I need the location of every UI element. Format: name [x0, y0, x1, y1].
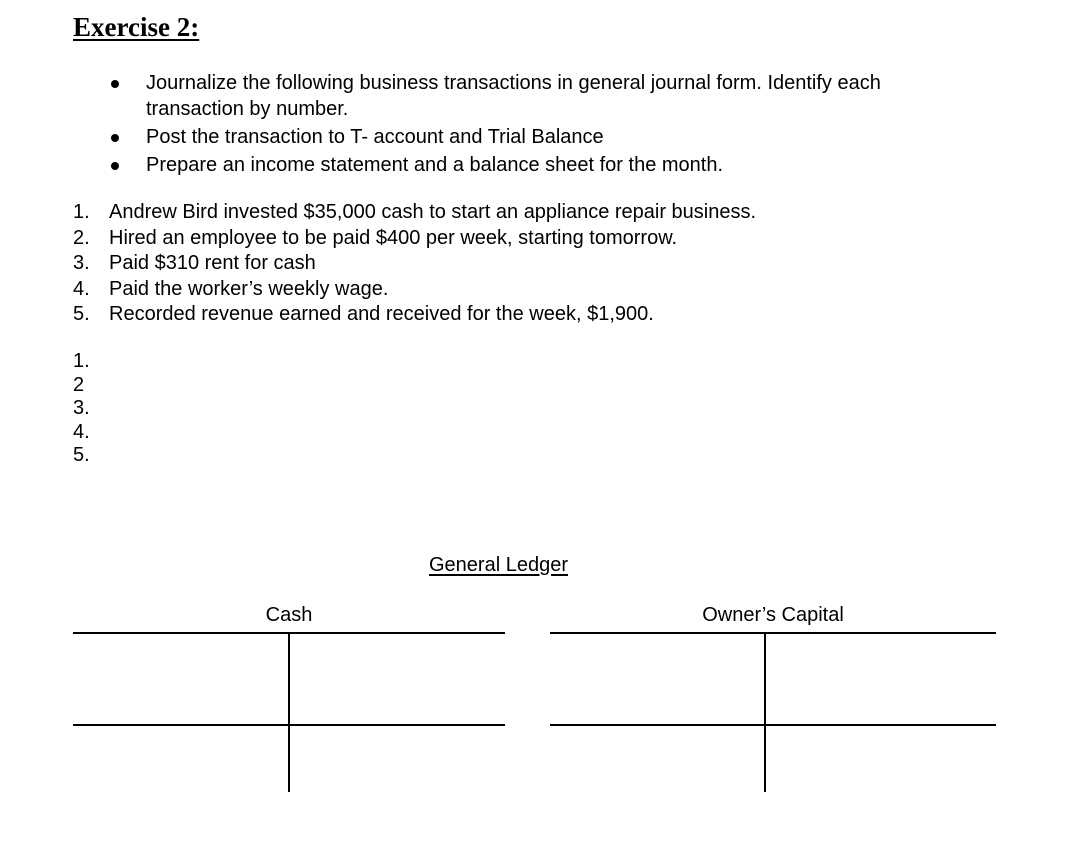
t-account-total-line [550, 724, 996, 726]
transaction-item [73, 200, 756, 226]
answer-number: 5. [73, 444, 90, 467]
transactions-list [73, 200, 756, 328]
transaction-text: Recorded revenue earned and received for the week, $1,900. [109, 303, 654, 325]
bullet-icon [111, 80, 119, 88]
instruction-item [0, 152, 1068, 178]
t-account-divider [288, 634, 290, 792]
instruction-item [0, 70, 1068, 122]
transaction-number: 3. [73, 252, 90, 274]
transaction-number: 4. [73, 277, 90, 300]
instructions-list [0, 70, 1068, 178]
instruction-text: Post the transaction to T- account and Trial Balance [146, 126, 604, 148]
transaction-item [73, 251, 756, 277]
transaction-text: Paid the worker’s weekly wage. [109, 277, 389, 300]
ledger-title: General Ledger [429, 554, 568, 576]
instruction-item [0, 124, 1068, 150]
transaction-number: 2. [73, 226, 90, 249]
t-account-divider [764, 634, 766, 792]
transaction-item [73, 277, 756, 303]
account-name-cash: Cash [265, 604, 313, 626]
instruction-text: Journalize the following business transactions in general journal form. Identify each transaction by number. [146, 72, 881, 120]
exercise-title: Exercise 2: [73, 12, 200, 42]
answer-number: 2 [73, 373, 85, 396]
t-account-total-line [73, 724, 505, 726]
transaction-number: 5. [73, 303, 90, 325]
transaction-text: Andrew Bird invested $35,000 cash to start an appliance repair business. [109, 201, 757, 223]
transaction-number: 1. [73, 201, 90, 223]
answer-number: 1. [73, 350, 90, 372]
instruction-text: Prepare an income statement and a balance sheet for the month. [146, 154, 724, 176]
answer-number: 4. [73, 420, 90, 443]
answer-numbers [73, 350, 90, 468]
transaction-text: Hired an employee to be paid $400 per week, starting tomorrow. [109, 226, 678, 249]
transaction-item [73, 302, 756, 328]
t-account-top-line [550, 632, 996, 634]
bullet-icon [111, 134, 119, 142]
account-name-owners-capital: Owner’s Capital [702, 604, 844, 626]
transaction-text: Paid $310 rent for cash [109, 252, 316, 274]
bullet-icon [111, 162, 119, 170]
transaction-item [73, 226, 756, 252]
answer-number: 3. [73, 397, 90, 420]
